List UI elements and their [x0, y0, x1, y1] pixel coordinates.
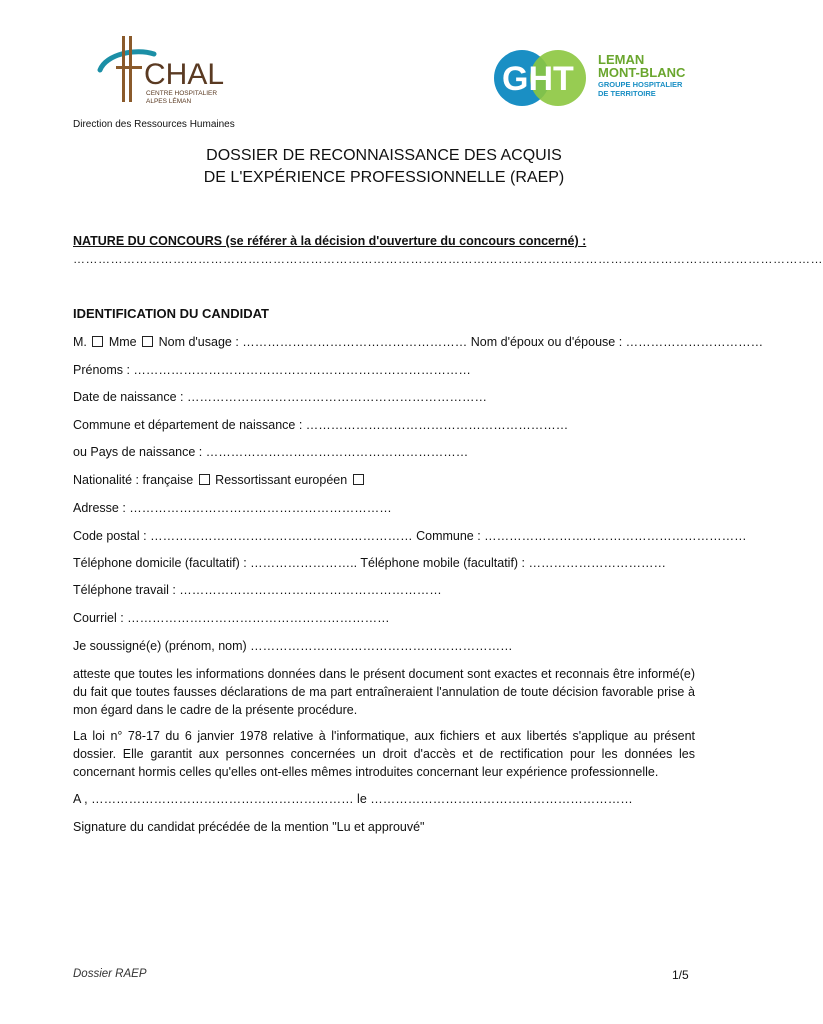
telephone-travail-field[interactable]: Téléphone travail : ………………………………………………………	[73, 583, 442, 597]
date-naissance-field[interactable]: Date de naissance : ………………………………………………………………	[73, 390, 487, 404]
ght-line4: DE TERRITOIRE	[598, 89, 656, 98]
chal-line1: CENTRE HOSPITALIER	[146, 90, 218, 97]
chal-logo	[96, 32, 246, 112]
civilite-mme-checkbox[interactable]	[142, 336, 153, 347]
courriel-field[interactable]: Courriel : ………………………………………………………	[73, 611, 390, 625]
ght-abbr: GHT	[502, 60, 574, 98]
civilite-m-label: M.	[73, 335, 87, 349]
title-line-2: DE L'EXPÉRIENCE PROFESSIONNELLE (RAEP)	[203, 169, 565, 186]
title-line-1: DOSSIER DE RECONNAISSANCE DES ACQUIS	[206, 147, 562, 164]
commune-naissance-field[interactable]: Commune et département de naissance : ………………………………………………………	[73, 418, 569, 432]
nationalite-francaise-checkbox[interactable]	[199, 474, 210, 485]
code-postal-field[interactable]: Code postal : ……………………………………………………… Commune : ………………………………………………………	[73, 529, 747, 543]
nature-concours-field[interactable]: ………………………………………………………………………………………………………………………………………………………………	[73, 252, 823, 266]
department-label: Direction des Ressources Humaines	[73, 119, 235, 130]
nationalite-europe-label: Ressortissant européen	[215, 473, 348, 487]
chal-line2: ALPES LÉMAN	[146, 98, 192, 105]
pays-naissance-field[interactable]: ou Pays de naissance : ………………………………………………………	[73, 445, 469, 459]
document-title	[0, 145, 768, 189]
signature-label: Signature du candidat précédée de la mention "Lu et approuvé"	[73, 820, 425, 834]
civilite-mme-label: Mme	[108, 335, 137, 349]
chal-name: CHAL	[144, 58, 225, 91]
attestation-paragraph: atteste que toutes les informations données dans le présent document sont exactes et reconnais être informé(e) du fait que toutes fausses déclarations de ma part entraîneraient l'annulation de toute décision favorable prise à mon égard dans le cadre de la présente procédure.	[73, 667, 695, 717]
page-number: 1/5	[672, 968, 689, 982]
loi-paragraph: La loi n° 78-17 du 6 janvier 1978 relative à l'informatique, aux fichiers et aux libertés s'applique au présent dossier. Elle garantit aux personnes concernées un droit d'accès et de rectification pour les données les concernant hormis celles qu'elles ont-elles mêmes introduites concernant leur expérience professionnelle.	[73, 729, 695, 779]
civilite-m-checkbox[interactable]	[92, 336, 103, 347]
nationalite-europe-checkbox[interactable]	[353, 474, 364, 485]
ght-line2: MONT-BLANC	[598, 65, 686, 80]
nationalite-francaise-label: Nationalité : française	[73, 473, 194, 487]
nature-concours-label: NATURE DU CONCOURS (se référer à la décision d'ouverture du concours concerné) :	[73, 234, 587, 248]
ght-line1: LEMAN	[598, 52, 645, 67]
adresse-field[interactable]: Adresse : ………………………………………………………	[73, 501, 392, 515]
ght-line3: GROUPE HOSPITALIER	[598, 80, 683, 89]
footer-document-name: Dossier RAEP	[73, 968, 147, 980]
nom-usage-field[interactable]: Nom d'usage : ……………………………………………… Nom d'époux ou d'épouse : ……………………………	[158, 335, 764, 349]
civilite-line	[73, 335, 763, 349]
soussigne-field[interactable]: Je soussigné(e) (prénom, nom) ………………………………………………………	[73, 639, 513, 653]
telephone-field[interactable]: Téléphone domicile (facultatif) : …………………….. Téléphone mobile (facultatif) : ……………………………	[73, 556, 666, 570]
nationalite-line	[73, 473, 366, 487]
ght-logo	[496, 46, 706, 110]
lieu-date-field[interactable]: A , ……………………………………………………… le ………………………………………………………	[73, 792, 633, 806]
identification-heading: IDENTIFICATION DU CANDIDAT	[73, 306, 269, 321]
prenoms-field[interactable]: Prénoms : ………………………………………………………………………	[73, 363, 471, 377]
